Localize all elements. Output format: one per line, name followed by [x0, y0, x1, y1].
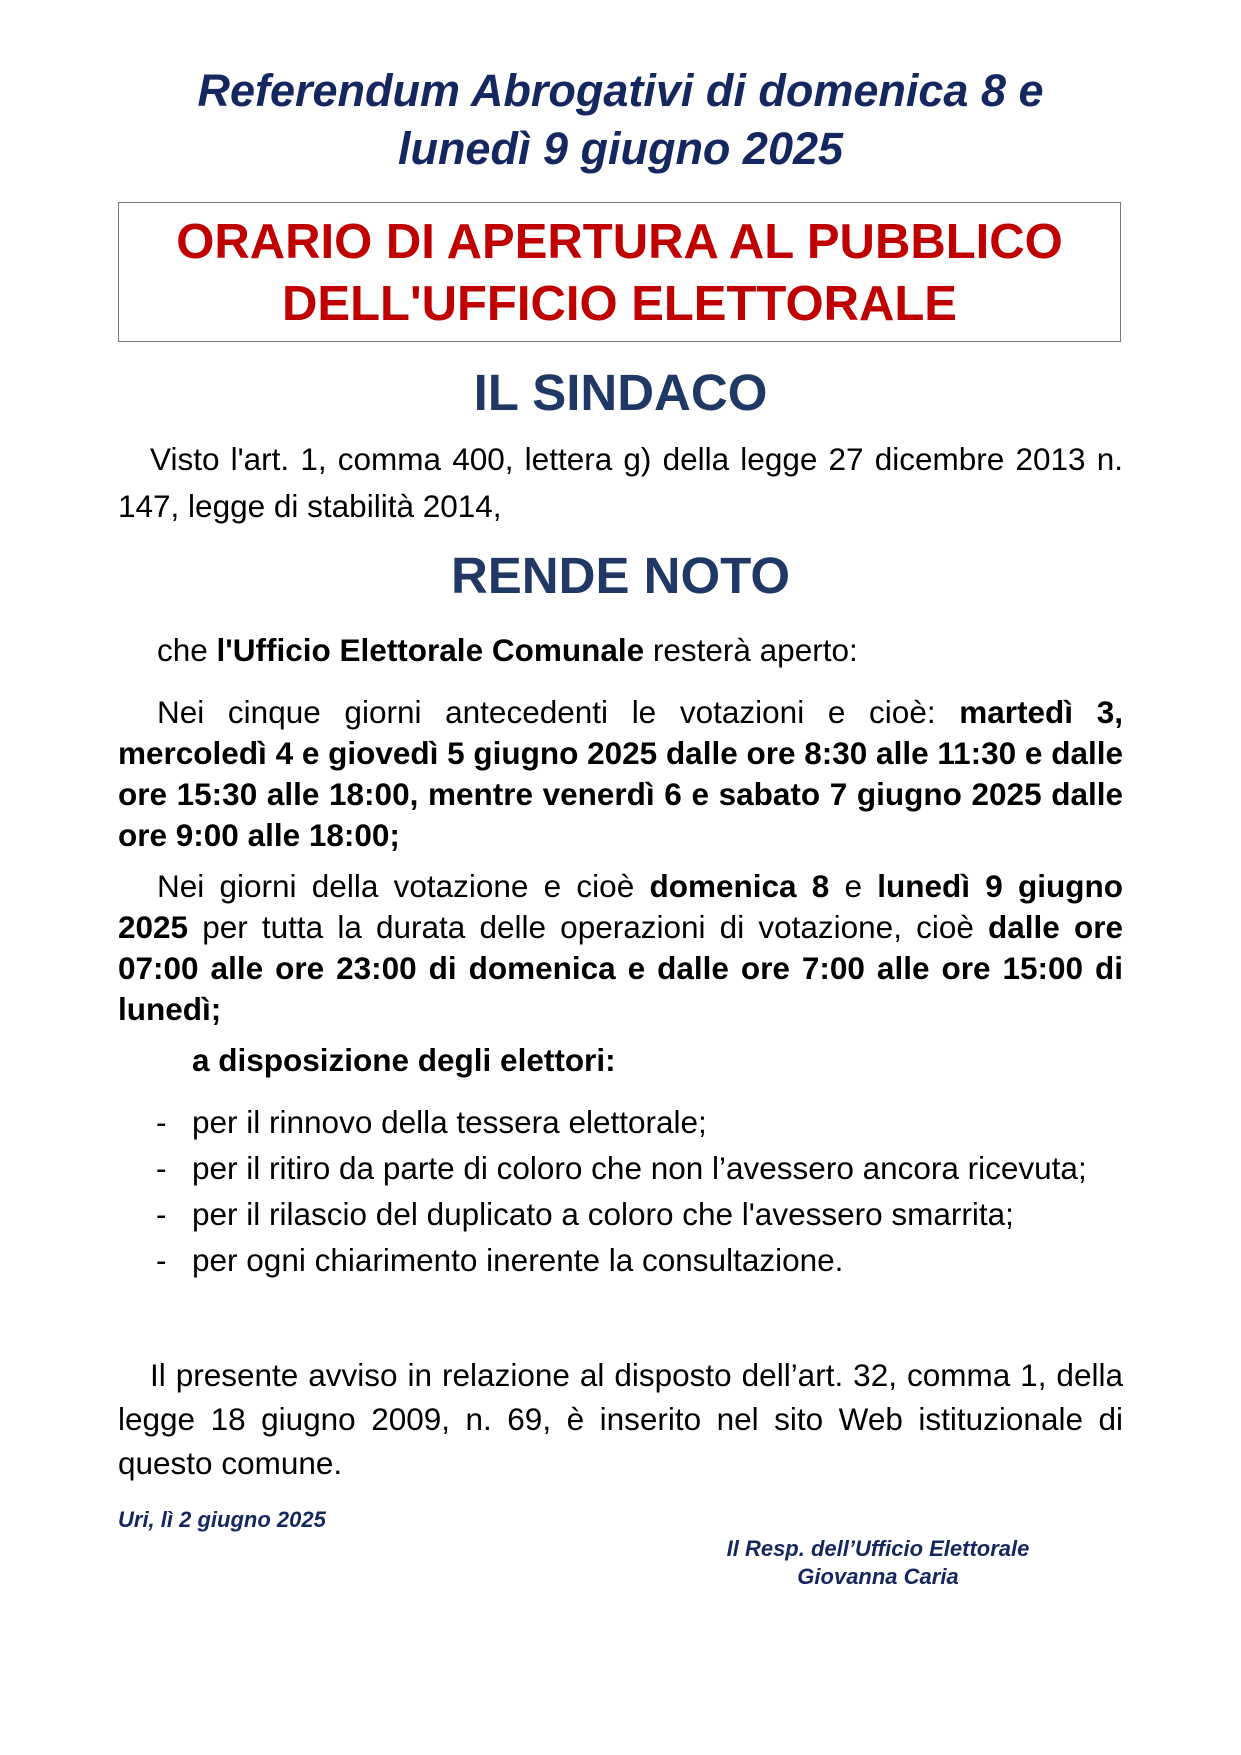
days-before-pre: Nei cinque giorni antecedenti le votazioni e cioè: [157, 694, 960, 730]
opening-hours-box [118, 202, 1121, 342]
voting-bold-1: domenica 8 [649, 868, 830, 904]
voting-text-3: per tutta la durata delle operazioni di votazione, cioè [188, 909, 989, 945]
office-name: l'Ufficio Elettorale Comunale [216, 632, 645, 668]
days-before-hours: martedì 3, mercoledì 4 e giovedì 5 giugno 2025 dalle ore 8:30 alle 11:30 e dalle ore 15:30 alle 18:00, mentre venerdì 6 e sabato 7 giugno 2025 dalle ore 9:00 alle 18:00; [118, 694, 1123, 853]
list-item-text: per il rilascio del duplicato a coloro che l'avessero smarrita; [192, 1196, 1014, 1232]
list-item [118, 1240, 1123, 1281]
heading-sindaco: IL SINDACO [473, 364, 768, 421]
signature-name: Giovanna Caria [797, 1564, 959, 1589]
voting-bold-3: dalle ore 07:00 alle ore 23:00 di domenica e dalle ore 7:00 alle ore 15:00 di lunedì; [118, 909, 1123, 1027]
voting-bold-2: lunedì 9 giugno 2025 [118, 868, 1124, 945]
title-line-1: Referendum Abrogativi di domenica 8 e [197, 65, 1044, 116]
closing-paragraph: Il presente avviso in relazione al disposto dell’art. 32, comma 1, della legge 18 giugno 2009, n. 69, è inserito nel sito Web istituzionale di questo comune. [118, 1357, 1123, 1481]
voting-text-2: e [829, 868, 878, 904]
list-item [118, 1148, 1123, 1189]
list-item-text: per ogni chiarimento inerente la consultazione. [192, 1242, 844, 1278]
document-title [118, 62, 1123, 178]
list-dash: - [156, 1150, 167, 1186]
list-dash: - [156, 1196, 167, 1232]
box-line-1: ORARIO DI APERTURA AL PUBBLICO [176, 215, 1063, 269]
list-item-text: per il ritiro da parte di coloro che non l’avessero ancora ricevuta; [192, 1150, 1087, 1186]
days-before-paragraph [118, 692, 1123, 856]
visto-paragraph: Visto l'art. 1, comma 400, lettera g) della legge 27 dicembre 2013 n. 147, legge di stabilità 2014, [118, 441, 1123, 524]
office-pre: che [157, 632, 217, 668]
box-line-2: DELL'UFFICIO ELETTORALE [282, 277, 957, 331]
signature-role: Il Resp. dell’Ufficio Elettorale [726, 1536, 1030, 1561]
list-dash: - [156, 1104, 167, 1140]
signature-block [688, 1535, 1068, 1591]
title-line-2: lunedì 9 giugno 2025 [397, 123, 844, 174]
office-post: resterà aperto: [644, 632, 858, 668]
list-dash: - [156, 1242, 167, 1278]
list-item-text: per il rinnovo della tessera elettorale; [192, 1104, 707, 1140]
list-item [118, 1194, 1123, 1235]
list-item [118, 1102, 1123, 1143]
services-list [118, 1102, 1123, 1286]
voting-text-1: Nei giorni della votazione e cioè [157, 868, 650, 904]
availability-heading: a disposizione degli elettori: [192, 1042, 616, 1078]
date-place: Uri, lì 2 giugno 2025 [118, 1507, 326, 1532]
heading-rende-noto: RENDE NOTO [450, 547, 791, 604]
office-paragraph [118, 630, 1123, 671]
voting-days-paragraph [118, 866, 1123, 1030]
